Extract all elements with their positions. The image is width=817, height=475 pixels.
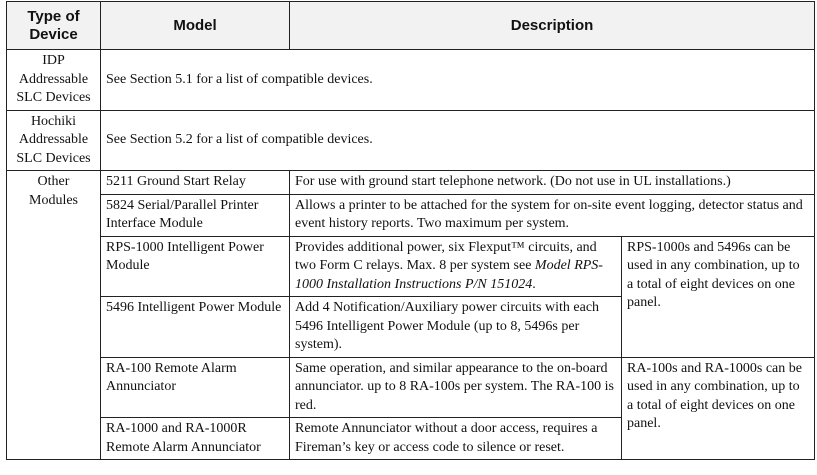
model-cell: RA-100 Remote Alarm Annunciator [101, 357, 290, 418]
description-cell: Allows a printer to be attached for the system for on-site event logging, detector status and event history reports. Two maximum per system. [290, 194, 815, 236]
table-row [7, 171, 815, 195]
description-cell: For use with ground start telephone network. (Do not use in UL installations.) [290, 171, 815, 195]
model-cell: RA-1000 and RA-1000R Remote Alarm Annunciator [101, 418, 290, 460]
table-row [7, 194, 815, 236]
model-cell: RPS-1000 Intelligent Power Module [101, 236, 290, 297]
header-type-of-device: Type of Device [7, 2, 101, 50]
compatible-devices-table [6, 1, 815, 460]
idp-description: See Section 5.1 for a list of compatible devices. [101, 50, 815, 111]
model-cell: 5211 Ground Start Relay [101, 171, 290, 195]
description-text: Provides additional power, six Flexput™ circuits, and two Form C relays. Max. 8 per system see [295, 239, 597, 273]
model-cell: 5496 Intelligent Power Module [101, 297, 290, 358]
type-cell-hochiki: Hochiki Addressable SLC Devices [7, 110, 101, 171]
description-cell: Same operation, and similar appearance to the on-board annunciator. up to 8 RA-100s per system. The RA-100 is red. [290, 357, 622, 418]
model-cell: 5824 Serial/Parallel Printer Interface Module [101, 194, 290, 236]
annunciator-combination-note: RA-100s and RA-1000s can be used in any combination, up to a total of eight devices on one panel. [622, 357, 815, 460]
installation-reference: Model RPS-1000 Installation Instructions P/N 151024 [295, 258, 603, 292]
description-cell: Remote Annunciator without a door access, requires a Fireman’s key or access code to silence or reset. [290, 418, 622, 460]
hochiki-description: See Section 5.2 for a list of compatible devices. [101, 110, 815, 171]
table-row [7, 357, 815, 418]
description-end: . [532, 276, 536, 292]
header-model: Model [101, 2, 290, 50]
table-row-idp [7, 50, 815, 111]
table-row-hochiki [7, 110, 815, 171]
header-description: Description [290, 2, 815, 50]
description-cell: Add 4 Notification/Auxiliary power circuits with each 5496 Intelligent Power Module (up to 8, 5496s per system). [290, 297, 622, 358]
power-combination-note: RPS-1000s and 5496s can be used in any combination, up to a total of eight devices on one panel. [622, 236, 815, 357]
type-cell-other-modules: Other Modules [7, 171, 101, 460]
table-row [7, 236, 815, 297]
header-row [7, 2, 815, 50]
description-cell [290, 236, 622, 297]
type-cell-idp: IDP Addressable SLC Devices [7, 50, 101, 111]
